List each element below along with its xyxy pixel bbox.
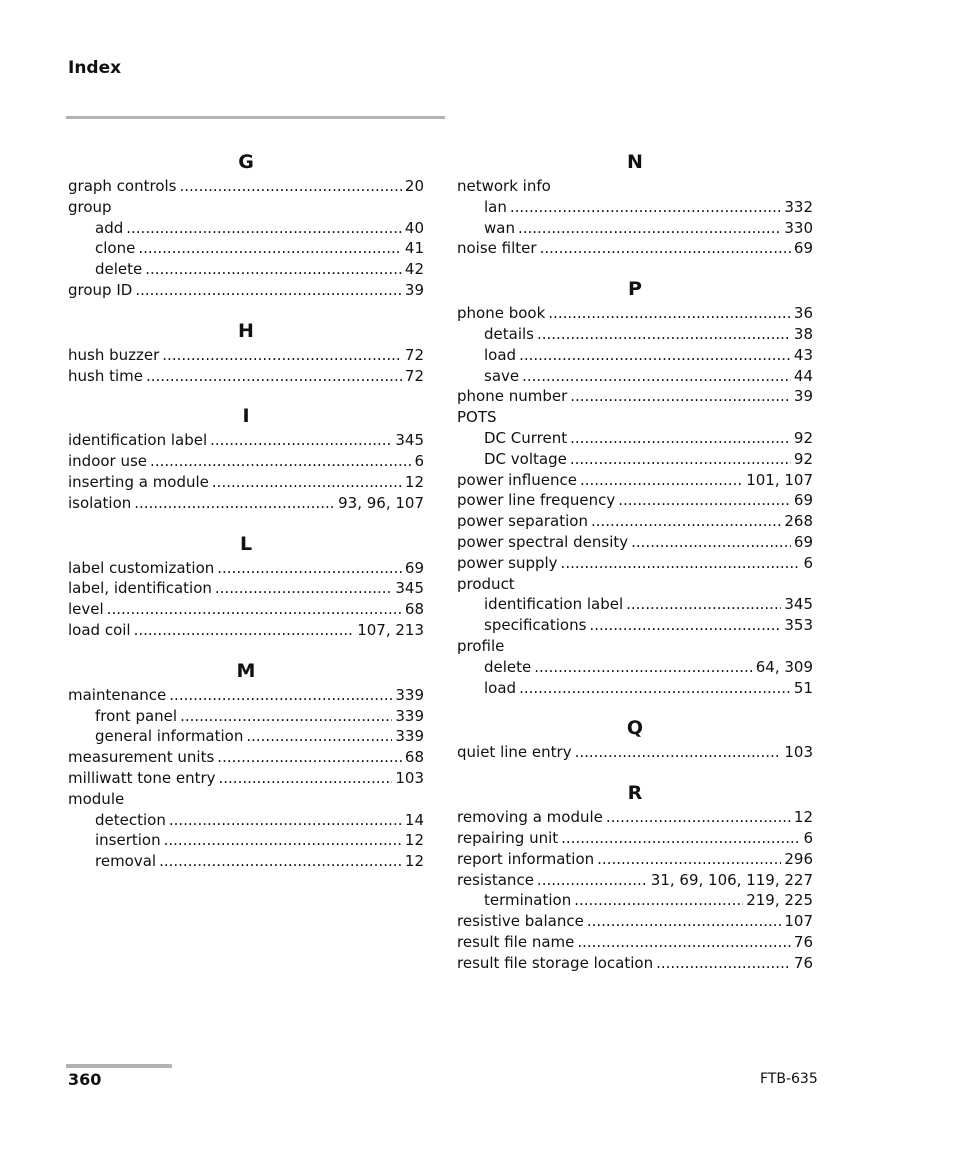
- entry-pages: 12: [793, 808, 813, 827]
- entry-pages: 31, 69, 106, 119, 227: [650, 870, 813, 889]
- index-entry: [68, 620, 424, 641]
- dot-leader: [212, 472, 402, 493]
- entry-term: details: [484, 324, 534, 343]
- entry-term: termination: [484, 891, 572, 910]
- entry-term: level: [68, 600, 104, 619]
- index-entry: [68, 747, 424, 768]
- entry-pages: 339: [395, 685, 424, 704]
- index-entry: [68, 599, 424, 620]
- dot-leader: [146, 366, 402, 387]
- entry-pages: 14: [404, 810, 424, 829]
- index-subentry: [68, 726, 424, 747]
- section-letter: Q: [626, 717, 644, 740]
- entry-term: power line frequency: [457, 491, 616, 510]
- index-subentry: [68, 810, 424, 831]
- index-entry: [457, 553, 813, 574]
- entry-term: phone book: [457, 304, 546, 323]
- entry-term: resistance: [457, 870, 534, 889]
- dot-leader: [580, 470, 743, 491]
- entry-term: detection: [95, 810, 166, 829]
- entry-pages: 92: [793, 428, 813, 447]
- dot-leader: [570, 449, 791, 470]
- dot-leader: [561, 553, 801, 574]
- index-entry: [68, 789, 424, 810]
- dot-leader: [631, 532, 791, 553]
- entry-pages: 38: [793, 324, 813, 343]
- dot-leader: [519, 345, 791, 366]
- entry-term: wan: [484, 218, 515, 237]
- entry-term: delete: [484, 657, 532, 676]
- dot-leader: [575, 742, 782, 763]
- dot-leader: [591, 511, 781, 532]
- section-letter: G: [238, 151, 254, 173]
- entry-term: insertion: [95, 831, 161, 850]
- dot-leader: [126, 218, 402, 239]
- index-entry: [457, 407, 813, 428]
- entry-term: power spectral density: [457, 532, 629, 551]
- index-entry: [68, 472, 424, 493]
- entry-pages: 68: [404, 748, 424, 767]
- entry-term: phone number: [457, 387, 568, 406]
- index-entry: [68, 685, 424, 706]
- entry-pages: 64, 309: [755, 657, 813, 676]
- dot-leader: [518, 218, 781, 239]
- entry-term: quiet line entry: [457, 743, 572, 762]
- index-section: [68, 657, 424, 872]
- dot-leader: [618, 490, 791, 511]
- entry-term: identification label: [68, 431, 208, 450]
- dot-leader: [134, 620, 355, 641]
- entry-term: maintenance: [68, 685, 167, 704]
- entry-pages: 41: [404, 239, 424, 258]
- index-section: [68, 402, 424, 513]
- entry-term: indoor use: [68, 452, 148, 471]
- entry-term: power supply: [457, 553, 558, 572]
- index-entry: [68, 176, 424, 197]
- entry-term: network info: [457, 177, 551, 195]
- section-letter: L: [239, 532, 253, 555]
- dot-leader: [656, 953, 791, 974]
- entry-pages: 69: [793, 239, 813, 258]
- index-section: [457, 148, 813, 259]
- dot-leader: [217, 747, 402, 768]
- entry-term: group: [68, 197, 112, 216]
- index-entry: [68, 558, 424, 579]
- dot-leader: [138, 238, 402, 259]
- dot-leader: [164, 830, 402, 851]
- index-subentry: [457, 324, 813, 345]
- dot-leader: [150, 451, 411, 472]
- entry-term: noise filter: [457, 239, 537, 258]
- entry-term: load: [484, 345, 517, 364]
- entry-term: label, identification: [68, 579, 212, 598]
- index-entry: [68, 768, 424, 789]
- index-entry: [68, 197, 424, 218]
- entry-pages: 39: [793, 387, 813, 406]
- entry-pages: 268: [784, 512, 813, 531]
- dot-leader: [180, 706, 392, 727]
- index-entry: [68, 493, 424, 514]
- entry-term: DC voltage: [484, 449, 567, 468]
- index-entry: [457, 807, 813, 828]
- entry-pages: 69: [793, 491, 813, 510]
- index-section: [457, 275, 813, 698]
- page-number: 360: [68, 1070, 102, 1089]
- index-subentry: [68, 259, 424, 280]
- entry-pages: 107, 213: [357, 620, 424, 639]
- dot-leader: [169, 685, 392, 706]
- dot-leader: [246, 726, 392, 747]
- index-subentry: [457, 449, 813, 470]
- index-subentry: [68, 851, 424, 872]
- index-section: [68, 530, 424, 641]
- entry-pages: 330: [784, 218, 813, 237]
- entry-term: module: [68, 789, 125, 808]
- entry-term: load coil: [68, 620, 131, 639]
- index-entry: [457, 511, 813, 532]
- dot-leader: [510, 197, 781, 218]
- index-subentry: [457, 594, 813, 615]
- entry-term: lan: [484, 197, 507, 216]
- entry-pages: 76: [793, 932, 813, 951]
- entry-pages: 107: [784, 912, 813, 931]
- index-entry: [457, 303, 813, 324]
- entry-pages: 72: [404, 366, 424, 385]
- index-entry: [457, 849, 813, 870]
- dot-leader: [159, 851, 402, 872]
- dot-leader: [570, 386, 791, 407]
- dot-leader: [169, 810, 402, 831]
- index-subentry: [457, 345, 813, 366]
- index-subentry: [457, 366, 813, 387]
- index-entry: [68, 451, 424, 472]
- entry-term: graph controls: [68, 177, 177, 195]
- footer-divider: [66, 1064, 172, 1068]
- entry-pages: 42: [404, 260, 424, 279]
- dot-leader: [180, 176, 402, 197]
- dot-leader: [577, 932, 791, 953]
- entry-pages: 339: [395, 727, 424, 746]
- entry-term: removal: [95, 852, 157, 871]
- entry-pages: 69: [793, 532, 813, 551]
- index-column-right: [457, 148, 813, 990]
- index-entry: [457, 532, 813, 553]
- dot-leader: [210, 430, 392, 451]
- section-letter: N: [627, 151, 643, 173]
- section-letter: R: [627, 782, 643, 805]
- index-entry: [68, 345, 424, 366]
- dot-leader: [522, 366, 791, 387]
- index-entry: [457, 742, 813, 763]
- index-subentry: [68, 218, 424, 239]
- index-entry: [457, 574, 813, 595]
- entry-pages: 39: [404, 280, 424, 299]
- entry-pages: 101, 107: [746, 470, 813, 489]
- index-entry: [457, 828, 813, 849]
- entry-pages: 219, 225: [746, 891, 813, 910]
- entry-pages: 12: [404, 831, 424, 850]
- entry-term: result file storage location: [457, 953, 654, 972]
- index-entry: [457, 870, 813, 891]
- dot-leader: [589, 615, 781, 636]
- entry-term: add: [95, 218, 124, 237]
- entry-term: group ID: [68, 280, 133, 299]
- entry-term: isolation: [68, 493, 132, 512]
- index-entry: [68, 430, 424, 451]
- entry-pages: 332: [784, 197, 813, 216]
- product-code: FTB-635: [760, 1071, 818, 1087]
- index-entry: [457, 636, 813, 657]
- index-subentry: [457, 657, 813, 678]
- index-column-left: [68, 148, 424, 888]
- index-entry: [457, 386, 813, 407]
- dot-leader: [574, 890, 743, 911]
- page-title: Index: [68, 58, 122, 78]
- index-entry: [457, 176, 813, 197]
- entry-pages: 51: [793, 678, 813, 697]
- dot-leader: [570, 428, 791, 449]
- entry-pages: 103: [395, 768, 424, 787]
- index-entry: [457, 490, 813, 511]
- entry-term: measurement units: [68, 748, 215, 767]
- index-entry: [457, 953, 813, 974]
- entry-term: save: [484, 366, 520, 385]
- entry-term: report information: [457, 849, 595, 868]
- dot-leader: [215, 578, 392, 599]
- dot-leader: [107, 599, 402, 620]
- entry-pages: 72: [404, 345, 424, 364]
- index-section: [457, 779, 813, 973]
- entry-term: power influence: [457, 470, 577, 489]
- index-subentry: [457, 678, 813, 699]
- entry-pages: 92: [793, 449, 813, 468]
- index-entry: [457, 238, 813, 259]
- section-letter: I: [242, 405, 250, 428]
- section-letter: M: [236, 659, 256, 682]
- section-letter: H: [238, 319, 254, 342]
- entry-term: profile: [457, 636, 505, 655]
- entry-pages: 36: [793, 304, 813, 323]
- index-subentry: [68, 238, 424, 259]
- index-subentry: [457, 218, 813, 239]
- entry-pages: 43: [793, 345, 813, 364]
- index-section: [457, 714, 813, 763]
- entry-pages: 68: [404, 600, 424, 619]
- entry-pages: 345: [784, 595, 813, 614]
- dot-leader: [548, 303, 791, 324]
- dot-leader: [626, 594, 781, 615]
- entry-pages: 345: [395, 431, 424, 450]
- dot-leader: [537, 870, 648, 891]
- dot-leader: [534, 657, 752, 678]
- entry-term: load: [484, 678, 517, 697]
- index-section: [68, 317, 424, 387]
- entry-pages: 353: [784, 616, 813, 635]
- dot-leader: [561, 828, 800, 849]
- entry-term: general information: [95, 727, 244, 746]
- entry-term: clone: [95, 239, 136, 258]
- index-entry: [457, 911, 813, 932]
- dot-leader: [217, 558, 402, 579]
- entry-pages: 93, 96, 107: [338, 493, 424, 512]
- index-subentry: [457, 197, 813, 218]
- entry-term: delete: [95, 260, 143, 279]
- dot-leader: [537, 324, 791, 345]
- entry-pages: 296: [784, 849, 813, 868]
- dot-leader: [540, 238, 791, 259]
- entry-term: identification label: [484, 595, 624, 614]
- entry-pages: 103: [784, 743, 813, 762]
- entry-pages: 44: [793, 366, 813, 385]
- index-section: [68, 148, 424, 301]
- entry-term: repairing unit: [457, 828, 559, 847]
- dot-leader: [134, 493, 335, 514]
- entry-term: label customization: [68, 558, 215, 577]
- entry-term: milliwatt tone entry: [68, 768, 216, 787]
- entry-term: product: [457, 574, 515, 593]
- index-subentry: [68, 706, 424, 727]
- index-entry: [68, 280, 424, 301]
- index-entry: [68, 366, 424, 387]
- entry-pages: 6: [803, 828, 813, 847]
- section-letter: P: [628, 278, 642, 301]
- entry-pages: 6: [414, 452, 424, 471]
- entry-pages: 76: [793, 953, 813, 972]
- entry-term: inserting a module: [68, 472, 209, 491]
- entry-term: specifications: [484, 616, 587, 635]
- header-divider: [66, 116, 445, 119]
- entry-term: DC Current: [484, 428, 568, 447]
- dot-leader: [587, 911, 782, 932]
- entry-pages: 6: [803, 553, 813, 572]
- index-entry: [68, 578, 424, 599]
- entry-pages: 20: [404, 177, 424, 195]
- entry-term: POTS: [457, 408, 497, 427]
- entry-term: resistive balance: [457, 912, 584, 931]
- entry-term: result file name: [457, 932, 575, 951]
- dot-leader: [597, 849, 781, 870]
- dot-leader: [162, 345, 402, 366]
- entry-term: hush buzzer: [68, 345, 160, 364]
- dot-leader: [606, 807, 791, 828]
- entry-pages: 345: [395, 579, 424, 598]
- index-subentry: [68, 830, 424, 851]
- entry-pages: 12: [404, 852, 424, 871]
- entry-term: power separation: [457, 512, 588, 531]
- entry-pages: 12: [404, 472, 424, 491]
- entry-pages: 339: [395, 706, 424, 725]
- entry-term: front panel: [95, 706, 178, 725]
- dot-leader: [145, 259, 402, 280]
- index-subentry: [457, 615, 813, 636]
- dot-leader: [135, 280, 402, 301]
- dot-leader: [219, 768, 393, 789]
- entry-pages: 69: [404, 558, 424, 577]
- entry-term: removing a module: [457, 808, 603, 827]
- entry-pages: 40: [404, 218, 424, 237]
- index-entry: [457, 470, 813, 491]
- index-entry: [457, 932, 813, 953]
- index-subentry: [457, 890, 813, 911]
- entry-term: hush time: [68, 366, 143, 385]
- dot-leader: [519, 678, 791, 699]
- index-subentry: [457, 428, 813, 449]
